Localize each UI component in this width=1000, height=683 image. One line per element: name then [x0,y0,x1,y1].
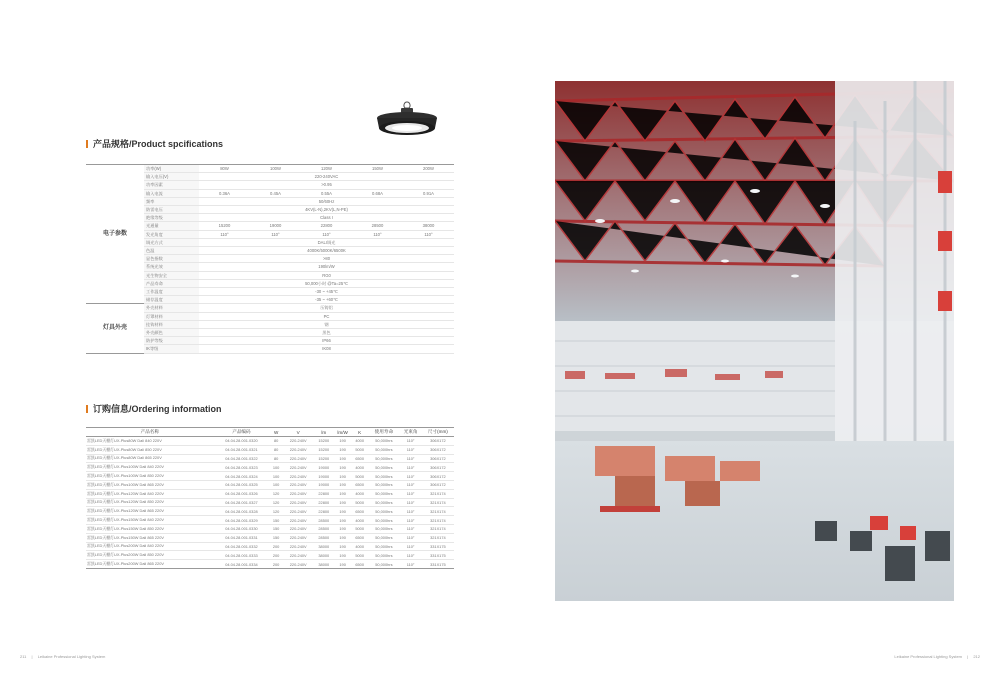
spec-value: 0.45A [250,189,301,197]
spec-param-label: 输入电压(V) [144,173,199,181]
order-cell: 50,000hrs [368,507,399,516]
high-bay-lamp-image [371,100,443,146]
order-cell: 190 [334,542,351,551]
order-cell: 22800 [313,489,334,498]
order-cell: 321X174 [422,489,454,498]
order-cell: 110° [399,516,421,525]
order-cell: 6500 [351,560,368,569]
order-product-name: 雷凯LED天棚灯UX-Plus150W Dali 865 220V [86,533,214,542]
order-cell: 04.04.28.001.0333 [214,551,270,560]
order-cell: 220-240V [283,533,313,542]
spec-group-label: 灯具外壳 [86,304,144,353]
spec-value: 28500 [352,222,403,230]
order-cell: 220-240V [283,463,313,472]
order-column-header: K [351,428,368,437]
spec-param-label: 外壳材料 [144,304,199,312]
spec-param-label: IK等级 [144,345,199,353]
order-row [86,516,454,525]
order-cell: 190 [334,551,351,560]
spec-param-label: 防雷电压 [144,206,199,214]
order-column-header: 产品名称 [86,428,214,437]
order-product-name: 雷凯LED天棚灯UX-Plus120W Dali 850 220V [86,498,214,507]
order-cell: 190 [334,445,351,454]
warehouse-photo [555,81,954,601]
order-cell: 110° [399,498,421,507]
order-section-title: 订购信息/Ordering information [86,402,222,415]
order-column-header: lm [313,428,334,437]
order-cell: 04.04.28.001.0329 [214,516,270,525]
spec-value: 110° [199,230,250,238]
spec-value: 黑色 [199,329,454,337]
order-cell: 331X175 [422,551,454,560]
order-cell: 110° [399,524,421,533]
order-cell: 110° [399,445,421,454]
order-cell: 5000 [351,551,368,560]
order-cell: 220-240V [283,437,313,446]
spec-value: 150W [352,165,403,173]
order-cell: 220-240V [283,524,313,533]
footer-left: 211 | Leikaine Professional Lighting System [20,654,106,659]
spec-value: >80 [199,255,454,263]
order-product-name: 雷凯LED天棚灯UX-Plus100W Dali 865 220V [86,480,214,489]
order-product-name: 雷凯LED天棚灯UX-Plus150W Dali 840 220V [86,516,214,525]
order-cell: 200 [269,551,283,560]
order-cell: 331X175 [422,542,454,551]
order-row [86,437,454,446]
spec-row [86,165,454,173]
spec-value: 220-240VAC [199,173,454,181]
order-cell: 04.04.28.001.0334 [214,560,270,569]
order-row [86,542,454,551]
spec-value: -35 ~ +60℃ [199,296,454,304]
footer-right-brand: Leikaine Professional Lighting System [894,654,963,659]
order-product-name: 雷凯LED天棚灯UX-Plus100W Dali 850 220V [86,472,214,481]
order-cell: 190 [334,507,351,516]
order-column-header: 光束角 [399,428,421,437]
order-cell: 220-240V [283,560,313,569]
order-row [86,507,454,516]
spec-param-label: 输入电流 [144,189,199,197]
order-cell: 220-240V [283,445,313,454]
order-cell: 38000 [313,551,334,560]
spec-value: -30 ~ +45℃ [199,288,454,296]
order-header-row [86,428,454,437]
order-cell: 220-240V [283,454,313,463]
order-cell: 120 [269,498,283,507]
order-cell: 100 [269,480,283,489]
spec-value: 0.91A [403,189,454,197]
spec-value: PC [199,312,454,320]
order-cell: 190 [334,498,351,507]
spec-value: IP66 [199,337,454,345]
spec-value: 50/60Hz [199,197,454,205]
spec-param-label: 产品寿命 [144,279,199,287]
order-cell: 04.04.28.001.0330 [214,524,270,533]
footer-right-page-number: 212 [973,654,980,659]
order-cell: 110° [399,489,421,498]
spec-param-label: 灯罩材料 [144,312,199,320]
spec-param-label: 色温 [144,247,199,255]
order-cell: 50,000hrs [368,516,399,525]
order-cell: 5000 [351,472,368,481]
spec-value: 110° [403,230,454,238]
spec-param-label: 防护等级 [144,337,199,345]
spec-param-label: 工作温度 [144,288,199,296]
order-cell: 190 [334,463,351,472]
spec-value: 19000 [250,222,301,230]
order-column-header: W [269,428,283,437]
order-cell: 80 [269,454,283,463]
order-cell: 50,000hrs [368,480,399,489]
order-cell: 110° [399,472,421,481]
order-row [86,480,454,489]
order-row [86,472,454,481]
order-product-name: 雷凯LED天棚灯UX-Plus150W Dali 850 220V [86,524,214,533]
order-cell: 190 [334,524,351,533]
spec-param-label: 绝缘等级 [144,214,199,222]
order-cell: 190 [334,454,351,463]
order-cell: 4000 [351,542,368,551]
order-cell: 190 [334,472,351,481]
order-cell: 120 [269,489,283,498]
order-cell: 200 [269,560,283,569]
spec-value: 110° [301,230,352,238]
order-cell: 220-240V [283,498,313,507]
order-cell: 6500 [351,507,368,516]
order-cell: 15200 [313,437,334,446]
order-cell: 15200 [313,445,334,454]
order-product-name: 雷凯LED天棚灯UX-Plus120W Dali 865 220V [86,507,214,516]
order-cell: 220-240V [283,480,313,489]
order-cell: 6500 [351,533,368,542]
order-cell: 50,000hrs [368,437,399,446]
order-cell: 306X172 [422,480,454,489]
order-product-name: 雷凯LED天棚灯UX-Plus80W Dali 865 220V [86,454,214,463]
spec-value: 15200 [199,222,250,230]
order-row [86,498,454,507]
spec-value: 120W [301,165,352,173]
order-cell: 110° [399,560,421,569]
order-cell: 321X174 [422,507,454,516]
spec-param-label: 发光角度 [144,230,199,238]
order-table [86,427,454,569]
order-cell: 200 [269,542,283,551]
order-cell: 50,000hrs [368,524,399,533]
order-cell: 50,000hrs [368,463,399,472]
order-cell: 190 [334,533,351,542]
order-row [86,445,454,454]
spec-value: 0.55A [301,189,352,197]
spec-param-label: 功率(W) [144,165,199,173]
order-cell: 306X172 [422,463,454,472]
order-cell: 120 [269,507,283,516]
spec-value: 0.68A [352,189,403,197]
order-cell: 110° [399,551,421,560]
order-cell: 80 [269,445,283,454]
order-cell: 50,000hrs [368,533,399,542]
order-cell: 150 [269,516,283,525]
order-cell: 220-240V [283,516,313,525]
order-row [86,454,454,463]
order-cell: 04.04.28.001.0323 [214,463,270,472]
order-cell: 110° [399,463,421,472]
order-row [86,463,454,472]
order-product-name: 雷凯LED天棚灯UX-Plus200W Dali 840 220V [86,542,214,551]
order-cell: 306X172 [422,445,454,454]
order-cell: 04.04.28.001.0332 [214,542,270,551]
spec-param-label: 频率 [144,197,199,205]
order-cell: 4000 [351,489,368,498]
spec-value: Class I [199,214,454,222]
order-row [86,533,454,542]
order-cell: 04.04.28.001.0327 [214,498,270,507]
order-cell: 220-240V [283,507,313,516]
title-accent-bar [86,140,88,148]
spec-param-label: 外壳颜色 [144,329,199,337]
spec-group-label: 电子参数 [86,165,144,304]
order-cell: 19000 [313,472,334,481]
order-cell: 04.04.28.001.0324 [214,472,270,481]
order-cell: 110° [399,480,421,489]
order-cell: 5000 [351,445,368,454]
order-product-name: 雷凯LED天棚灯UX-Plus80W Dali 840 220V [86,437,214,446]
order-cell: 321X174 [422,498,454,507]
order-cell: 50,000hrs [368,454,399,463]
spec-value: RG0 [199,271,454,279]
order-cell: 110° [399,533,421,542]
order-product-name: 雷凯LED天棚灯UX-Plus200W Dali 865 220V [86,560,214,569]
spec-value: DALI调光 [199,238,454,246]
spec-value: 0.36A [199,189,250,197]
order-cell: 28500 [313,516,334,525]
order-cell: 5000 [351,498,368,507]
order-cell: 6500 [351,454,368,463]
spec-param-label: 显色指数 [144,255,199,263]
order-cell: 110° [399,454,421,463]
order-cell: 15200 [313,454,334,463]
spec-value: 钢 [199,320,454,328]
order-cell: 50,000hrs [368,560,399,569]
order-column-header: lm/W [334,428,351,437]
spec-value: IK08 [199,345,454,353]
order-cell: 321X174 [422,516,454,525]
spec-value: >0.95 [199,181,454,189]
spec-param-label: 调光方式 [144,238,199,246]
order-cell: 50,000hrs [368,445,399,454]
order-column-header: 尺寸(mm) [422,428,454,437]
order-cell: 190 [334,480,351,489]
spec-row [86,304,454,312]
spec-value: 压铸铝 [199,304,454,312]
spec-param-label: 功率因素 [144,181,199,189]
order-cell: 220-240V [283,472,313,481]
order-product-name: 雷凯LED天棚灯UX-Plus200W Dali 850 220V [86,551,214,560]
order-cell: 04.04.28.001.0320 [214,437,270,446]
spec-value: 110° [250,230,301,238]
order-cell: 220-240V [283,551,313,560]
order-cell: 306X172 [422,437,454,446]
spec-param-label: 储存温度 [144,296,199,304]
order-cell: 04.04.28.001.0326 [214,489,270,498]
spec-value: 4000K/5000K/6500K [199,247,454,255]
order-cell: 306X172 [422,472,454,481]
title-accent-bar [86,405,88,413]
order-cell: 100 [269,463,283,472]
order-cell: 19000 [313,480,334,489]
order-cell: 4000 [351,516,368,525]
order-product-name: 雷凯LED天棚灯UX-Plus100W Dali 840 220V [86,463,214,472]
order-cell: 38000 [313,542,334,551]
footer-right: Leikaine Professional Lighting System | 212 [894,654,980,659]
footer-left-brand: Leikaine Professional Lighting System [37,654,106,659]
order-cell: 04.04.28.001.0328 [214,507,270,516]
order-cell: 22800 [313,498,334,507]
order-cell: 190 [334,516,351,525]
order-row [86,524,454,533]
spec-param-label: 系统光效 [144,263,199,271]
order-cell: 110° [399,507,421,516]
spec-value: 22800 [301,222,352,230]
order-cell: 4000 [351,437,368,446]
order-column-header: 产品编码 [214,428,270,437]
order-cell: 04.04.28.001.0321 [214,445,270,454]
order-cell: 306X172 [422,454,454,463]
spec-param-label: 挂钩材料 [144,320,199,328]
order-cell: 6500 [351,480,368,489]
order-cell: 28500 [313,524,334,533]
order-cell: 220-240V [283,542,313,551]
order-cell: 22800 [313,507,334,516]
order-cell: 321X174 [422,533,454,542]
order-cell: 04.04.28.001.0322 [214,454,270,463]
order-cell: 50,000hrs [368,551,399,560]
spec-value: 4KV(L-N),2KV(L,N-PE) [199,206,454,214]
order-cell: 220-240V [283,489,313,498]
order-cell: 50,000hrs [368,498,399,507]
order-row [86,551,454,560]
order-row [86,489,454,498]
order-cell: 50,000hrs [368,542,399,551]
order-cell: 190 [334,560,351,569]
order-cell: 190 [334,437,351,446]
order-cell: 150 [269,533,283,542]
spec-table [86,164,454,354]
order-cell: 04.04.28.001.0331 [214,533,270,542]
spec-param-label: 光生物安全 [144,271,199,279]
order-cell: 321X174 [422,524,454,533]
spec-value: 110° [352,230,403,238]
order-cell: 19000 [313,463,334,472]
order-cell: 190 [334,489,351,498]
order-cell: 150 [269,524,283,533]
footer-left-page-number: 211 [20,654,27,659]
order-cell: 110° [399,542,421,551]
order-cell: 50,000hrs [368,472,399,481]
spec-value: 200W [403,165,454,173]
spec-value: 50,000小时 @Ta=25℃ [199,279,454,287]
order-cell: 100 [269,472,283,481]
order-cell: 4000 [351,463,368,472]
order-cell: 80 [269,437,283,446]
spec-param-label: 光通量 [144,222,199,230]
order-cell: 28500 [313,533,334,542]
spec-section-title: 产品规格/Product spcifications [86,137,223,150]
order-cell: 38000 [313,560,334,569]
order-product-name: 雷凯LED天棚灯UX-Plus80W Dali 850 220V [86,445,214,454]
order-cell: 50,000hrs [368,489,399,498]
spec-value: 190lm/W [199,263,454,271]
order-product-name: 雷凯LED天棚灯UX-Plus120W Dali 840 220V [86,489,214,498]
order-cell: 110° [399,437,421,446]
order-cell: 5000 [351,524,368,533]
spec-value: 80W [199,165,250,173]
order-row [86,560,454,569]
order-column-header: 使用寿命 [368,428,399,437]
spec-value: 38000 [403,222,454,230]
order-cell: 331X175 [422,560,454,569]
spec-value: 100W [250,165,301,173]
order-cell: 04.04.28.001.0325 [214,480,270,489]
order-column-header: V [283,428,313,437]
